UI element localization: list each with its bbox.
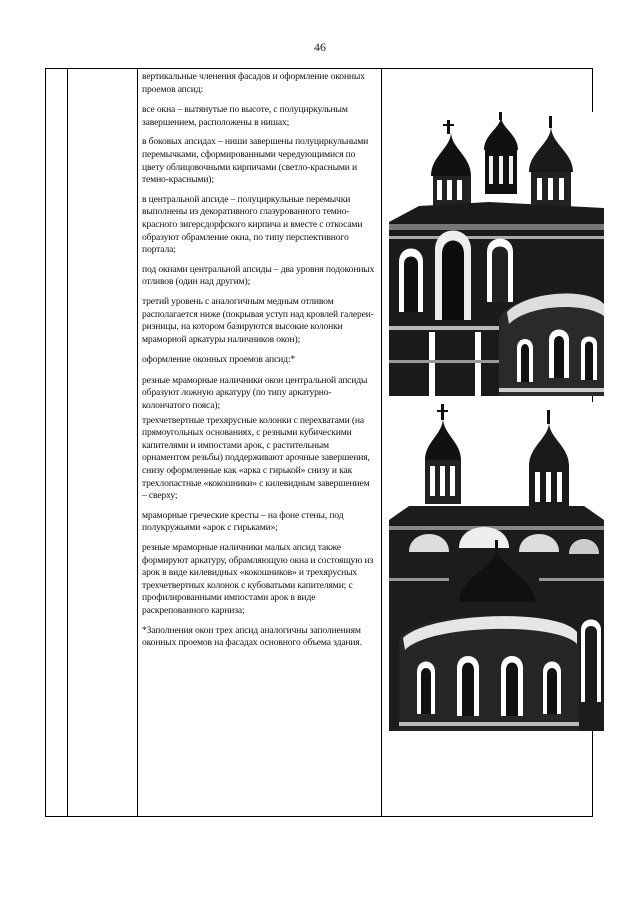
page-number: 46 [314,40,326,54]
paragraph: в центральной апсиде – полуциркульные перемычки выполнены из декоративного глазурованного темно-красного зигерсдорфского кирпича и вместе с откосами образуют обрамление окна, по типу перспективного портала; [142,193,363,256]
paragraph: вертикальные членения фасадов и оформление оконных проемов апсид: [142,71,365,95]
document-table [45,68,593,817]
paragraph: мраморные греческие кресты – на фоне стены, под полукружьями «арок с гирьками»; [142,509,344,534]
paragraph: третий уровень с аналогичным медным отливом располагается ниже (покрывая уступ над кровлей галереи-ризницы, на котором базируются высокие колонки мраморной аркатуры наличников окон); [142,295,374,345]
paragraph: в боковых апсидах – ниши завершены полуциркульными перемычками, сформированными чередующимися по цвету облицовочными кирпичами (светло-красными и темно-красными); [142,136,369,186]
description-column [142,71,376,657]
paragraph: под окнами центральной апсиды – два уровня подоконных отливов (один над другим); [142,263,375,288]
paragraph: все окна – вытянутые по высоте, с полуциркульным завершением, расположены в нишах; [142,104,348,128]
church-apse-image [389,402,604,731]
column-divider [67,69,68,816]
column-divider [381,69,382,816]
paragraph: резные мраморные наличники малых апсид также формируют аркатуру, обрамляющую окна и состоящую из арок в виде килевидных «кокошников» и трехярусных трехчетвертных колонок с кубоватыми капителями; с профилированными импостами арок в виде раскрепованного карниза; [142,542,374,616]
apse-photo-2 [389,402,604,731]
church-apse-image [389,112,604,396]
apse-photo-1 [389,112,604,396]
paragraph: трехчетвертные трехярусные колонки с перехватами (на прямоугольных основаниях, с резными кубическими капителями и импостами арок, с растительным орнаментом резьбы) поддерживают арочные завершения, снизу оформленные как «арка с гирькой» снизу и как трехлопастные «кокошники» с килевидным завершением – сверху; [142,414,370,502]
paragraph: резные мраморные наличники окон центральной апсиды образуют ложную аркатуру (по типу аркатурно-колончатого пояса); [142,374,368,412]
paragraph: *Заполнения окон трех апсид аналогичны заполнениям оконных проемов на фасадах основного объема здания. [142,624,362,649]
paragraph: оформление оконных проемов апсид:* [142,354,295,366]
column-divider [137,69,138,816]
